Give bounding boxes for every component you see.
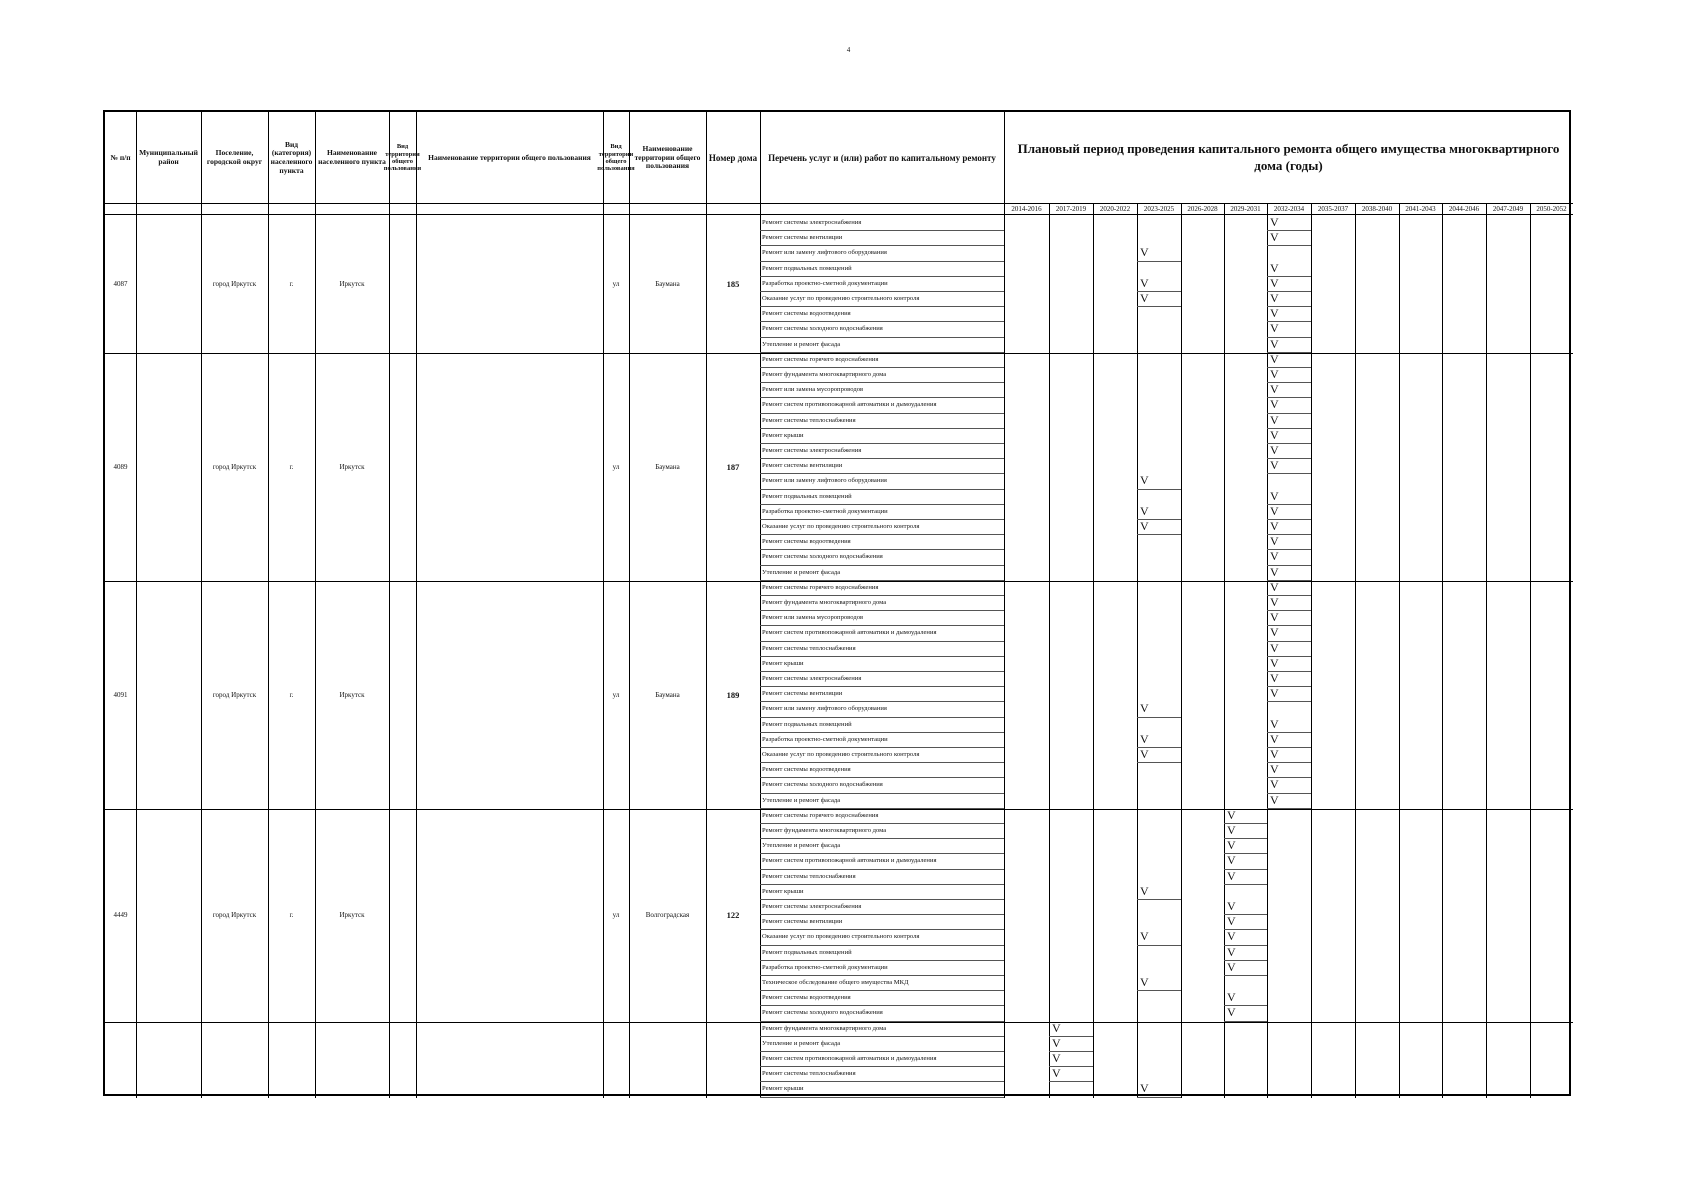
work-item: Утепление и ремонт фасада (762, 796, 841, 804)
period-mark: V (1140, 975, 1149, 989)
period-2020-2022: 2020-2022 (1099, 205, 1131, 213)
grid-line (1049, 204, 1050, 1098)
grid-line (1267, 245, 1311, 246)
header-settlement: Поселение, городской округ (206, 148, 263, 166)
block-territory-type (389, 809, 416, 1022)
period-mark: V (1270, 777, 1279, 792)
period-2017-2019: 2017-2019 (1055, 205, 1087, 213)
block-locality-name: Иркутск (339, 690, 365, 699)
work-item: Ремонт систем противопожарной автоматики и дымоудаления (762, 629, 937, 637)
period-mark: V (1227, 823, 1236, 837)
block-house-number (706, 1022, 760, 1098)
grid-line (1137, 762, 1181, 763)
block-territory-name (416, 353, 603, 581)
block-territory-name (416, 1022, 603, 1098)
grid-line (1137, 261, 1181, 262)
period-mark: V (1270, 686, 1279, 701)
period-mark: V (1270, 519, 1279, 533)
period-mark: V (1140, 519, 1149, 533)
period-mark: V (1270, 397, 1279, 412)
work-item: Ремонт системы вентиляции (762, 918, 843, 926)
grid-line (1181, 204, 1182, 1098)
work-item: Ремонт системы вентиляции (762, 234, 843, 242)
block-district (136, 581, 201, 809)
capital-repair-table (103, 110, 1571, 1096)
work-item: Ремонт или замену лифтового оборудования (762, 249, 887, 257)
grid-line (1224, 975, 1267, 976)
work-item: Ремонт системы водоотведения (762, 994, 851, 1002)
block-territory-name (416, 216, 603, 353)
block-district (136, 353, 201, 581)
header-territory-type: Вид территории общего пользования (383, 143, 422, 173)
period-mark: V (1270, 260, 1279, 275)
period-mark: V (1140, 883, 1149, 898)
block-locality-type: г. (289, 690, 294, 699)
work-item: Техническое обследование общего имущества МКД (762, 979, 909, 986)
grid-line (1137, 1097, 1181, 1098)
header-locality-name: Наименование населенного пункта (318, 148, 386, 166)
block-street-name (629, 1022, 706, 1098)
work-item: Ремонт фундамента многоквартирного дома (762, 827, 887, 834)
work-item: Ремонт системы водоотведения (762, 538, 851, 546)
work-item: Разработка проектно-сметной документации (762, 507, 888, 515)
period-mark: V (1270, 336, 1279, 351)
grid-line (1267, 473, 1311, 474)
period-mark: V (1270, 412, 1279, 427)
period-2050-2052: 2050-2052 (1536, 205, 1567, 213)
work-item: Ремонт крыши (762, 431, 804, 439)
work-item: Ремонт систем противопожарной автоматики и дымоудаления (762, 857, 937, 865)
period-mark: V (1140, 291, 1149, 305)
grid-line (1137, 534, 1181, 535)
period-mark: V (1227, 853, 1236, 868)
work-item: Ремонт системы холодного водоснабжения (762, 781, 883, 789)
block-territory-name (416, 809, 603, 1022)
period-2026-2028: 2026-2028 (1187, 205, 1218, 213)
work-item: Ремонт системы водоотведения (762, 766, 851, 774)
header-territory-name: Наименование территории общего пользования (428, 152, 591, 162)
grid-line (1224, 884, 1267, 885)
block-district (136, 1022, 201, 1098)
block-number: 4087 (113, 280, 128, 289)
block-street-name: Баумана (655, 462, 680, 471)
work-item: Ремонт подвальных помещений (762, 492, 852, 500)
grid-line (1137, 945, 1181, 946)
block-settlement: город Иркутск (212, 280, 257, 289)
block-territory-type (389, 216, 416, 353)
period-mark: V (1270, 671, 1279, 685)
header-num: № п/п (110, 152, 131, 162)
period-mark: V (1140, 1081, 1149, 1096)
header-locality-type: Вид (категория) населенного пункта (270, 139, 313, 175)
work-item: Оказание услуг по проведению строительного контроля (762, 751, 920, 758)
work-item: Ремонт системы вентиляции (762, 690, 843, 698)
period-2035-2037: 2035-2037 (1317, 205, 1349, 213)
work-item: Ремонт системы холодного водоснабжения (762, 1009, 883, 1017)
period-mark: V (1140, 701, 1149, 716)
work-item: Ремонт системы холодного водоснабжения (762, 553, 883, 561)
period-mark: V (1270, 215, 1279, 229)
grid-line (1267, 701, 1311, 702)
grid-line (1137, 204, 1138, 1098)
block-district (136, 216, 201, 353)
period-mark: V (1270, 458, 1279, 473)
work-item: Ремонт системы вентиляции (762, 462, 843, 470)
work-item: Ремонт или замена мусоропроводов (762, 614, 864, 622)
work-item: Ремонт подвальных помещений (762, 720, 852, 728)
block-number: 4449 (113, 911, 128, 920)
block-locality-name: Иркутск (339, 462, 365, 471)
work-item: Ремонт подвальных помещений (762, 264, 852, 272)
block-locality-type (268, 1022, 315, 1098)
block-street-type: ул (612, 280, 620, 289)
block-street-type: ул (612, 690, 620, 699)
page-number: 4 (846, 46, 851, 54)
work-item: Ремонт или замену лифтового оборудования (762, 477, 887, 485)
block-settlement: город Иркутск (212, 462, 257, 471)
work-item: Ремонт фундамента многоквартирного дома (762, 599, 887, 606)
block-street-type: ул (612, 462, 620, 471)
grid-line (1442, 204, 1443, 1098)
period-mark: V (1052, 1020, 1061, 1035)
block-locality-name: Иркутск (339, 280, 365, 289)
block-locality-type: г. (289, 462, 294, 471)
block-house-number: 189 (726, 689, 740, 700)
block-street-type: ул (612, 911, 620, 920)
block-locality-name (315, 1022, 389, 1098)
block-territory-type (389, 581, 416, 809)
work-item: Ремонт системы электроснабжения (762, 447, 862, 454)
grid-line (1137, 489, 1181, 490)
period-mark: V (1270, 731, 1279, 746)
period-mark: V (1270, 351, 1279, 366)
block-settlement: город Иркутск (212, 911, 257, 920)
period-mark: V (1270, 564, 1279, 579)
block-street-name: Волгоградская (645, 911, 690, 920)
work-item: Оказание услуг по проведению строительного контроля (762, 933, 920, 941)
period-mark: V (1227, 990, 1236, 1005)
header-street-name: Наименование территории общего пользования (634, 144, 701, 171)
period-mark: V (1140, 747, 1149, 761)
work-item: Ремонт системы горячего водоснабжения (762, 583, 879, 591)
period-mark: V (1270, 610, 1279, 625)
period-mark: V (1270, 595, 1279, 609)
period-2044-2046: 2044-2046 (1448, 205, 1480, 213)
period-mark: V (1270, 443, 1279, 457)
work-item: Разработка проектно-сметной документации (762, 963, 888, 971)
header-plan-period: Плановый период проведения капитального ремонта общего имущества многоквартирного дома (годы) (1017, 141, 1560, 173)
block-district (136, 809, 201, 1022)
block-settlement: город Иркутск (212, 690, 257, 699)
period-2029-2031: 2029-2031 (1230, 205, 1261, 213)
work-item: Ремонт системы теплоснабжения (762, 872, 856, 880)
period-mark: V (1270, 306, 1279, 321)
period-mark: V (1227, 868, 1236, 883)
grid-line (105, 214, 1573, 215)
block-house-number: 122 (726, 910, 740, 921)
period-mark: V (1270, 716, 1279, 731)
period-mark: V (1140, 929, 1149, 944)
period-mark: V (1227, 838, 1236, 853)
work-item: Утепление и ремонт фасада (762, 340, 841, 348)
period-2047-2049: 2047-2049 (1492, 205, 1524, 213)
period-mark: V (1052, 1051, 1061, 1065)
grid-line (1004, 112, 1005, 1098)
work-item: Ремонт крыши (762, 659, 804, 667)
work-item: Утепление и ремонт фасада (762, 568, 841, 576)
work-item: Ремонт системы теплоснабжения (762, 1070, 856, 1078)
period-mark: V (1140, 245, 1149, 260)
period-mark: V (1270, 503, 1279, 518)
period-mark: V (1270, 488, 1279, 503)
period-mark: V (1052, 1066, 1061, 1081)
period-2014-2016: 2014-2016 (1011, 205, 1042, 213)
block-locality-type: г. (289, 280, 294, 289)
work-item: Ремонт или замена мусоропроводов (762, 386, 864, 394)
period-mark: V (1270, 792, 1279, 807)
work-item: Ремонт системы электроснабжения (762, 219, 862, 226)
header-district: Муниципальный район (139, 148, 198, 166)
grid-line (1399, 204, 1400, 1098)
period-mark: V (1140, 731, 1149, 746)
work-item: Ремонт фундамента многоквартирного дома (762, 371, 887, 378)
period-mark: V (1052, 1035, 1061, 1050)
period-2041-2043: 2041-2043 (1405, 205, 1436, 213)
period-mark: V (1227, 959, 1236, 974)
period-mark: V (1270, 549, 1279, 564)
period-mark: V (1270, 579, 1279, 594)
block-locality-name: Иркутск (339, 911, 365, 920)
period-mark: V (1270, 382, 1279, 397)
block-number: 4089 (113, 462, 128, 471)
period-mark: V (1227, 807, 1236, 822)
period-mark: V (1270, 655, 1279, 670)
period-mark: V (1140, 275, 1149, 290)
work-item: Ремонт или замену лифтового оборудования (762, 705, 887, 713)
period-mark: V (1270, 275, 1279, 290)
block-street-name: Баумана (655, 280, 680, 289)
grid-line (1049, 1081, 1093, 1082)
work-item: Ремонт фундамента многоквартирного дома (762, 1024, 887, 1032)
work-item: Ремонт системы электроснабжения (762, 903, 862, 910)
grid-line (1137, 717, 1181, 718)
period-mark: V (1227, 1005, 1236, 1020)
work-item: Разработка проектно-сметной документации (762, 735, 888, 743)
block-settlement (201, 1022, 268, 1098)
block-territory-name (416, 581, 603, 809)
period-mark: V (1227, 899, 1236, 913)
work-item: Ремонт крыши (762, 1085, 804, 1093)
period-mark: V (1140, 473, 1149, 488)
period-mark: V (1270, 427, 1279, 442)
grid-line (1137, 306, 1181, 307)
period-mark: V (1270, 291, 1279, 305)
grid-line (1093, 204, 1094, 1098)
work-item: Ремонт системы электроснабжения (762, 675, 862, 682)
block-number: 4091 (113, 690, 128, 699)
work-item: Ремонт систем противопожарной автоматики и дымоудаления (762, 401, 937, 409)
period-mark: V (1227, 929, 1236, 944)
header-works-list: Перечень услуг и (или) работ по капитальному ремонту (768, 152, 996, 163)
period-mark: V (1270, 640, 1279, 655)
header-street-type: Вид территории общего пользования (597, 143, 635, 173)
work-item: Ремонт системы горячего водоснабжения (762, 355, 879, 363)
block-street-name: Баумана (655, 690, 680, 699)
grid-line (105, 203, 1573, 204)
block-street-type (603, 1022, 629, 1098)
period-mark: V (1270, 534, 1279, 549)
block-number (105, 1022, 136, 1098)
work-item: Ремонт системы теплоснабжения (762, 644, 856, 652)
work-item: Разработка проектно-сметной документации (762, 279, 888, 287)
period-mark: V (1270, 625, 1279, 640)
period-mark: V (1270, 762, 1279, 777)
period-mark: V (1227, 914, 1236, 929)
grid-line (1311, 204, 1312, 1098)
grid-line (1137, 899, 1181, 900)
work-item: Оказание услуг по проведению строительного контроля (762, 295, 920, 302)
work-item: Ремонт системы водоотведения (762, 310, 851, 318)
grid-line (1530, 204, 1531, 1098)
grid-line (1137, 990, 1181, 991)
work-item: Ремонт системы теплоснабжения (762, 416, 856, 424)
period-mark: V (1270, 230, 1279, 245)
period-mark: V (1270, 321, 1279, 336)
period-2032-2034: 2032-2034 (1273, 205, 1305, 213)
block-territory-type (389, 353, 416, 581)
period-mark: V (1270, 367, 1279, 381)
period-2023-2025: 2023-2025 (1143, 205, 1175, 213)
work-item: Ремонт подвальных помещений (762, 948, 852, 956)
work-item: Ремонт крыши (762, 887, 804, 895)
work-item: Утепление и ремонт фасада (762, 842, 841, 850)
grid-line (1486, 204, 1487, 1098)
grid-line (1355, 204, 1356, 1098)
block-territory-type (389, 1022, 416, 1098)
period-mark: V (1227, 944, 1236, 959)
header-house-number: Номер дома (708, 152, 758, 163)
work-item: Ремонт системы горячего водоснабжения (762, 811, 879, 819)
work-item: Ремонт системы холодного водоснабжения (762, 325, 883, 333)
block-locality-type: г. (289, 911, 294, 920)
work-item: Оказание услуг по проведению строительного контроля (762, 523, 920, 530)
work-item: Утепление и ремонт фасада (762, 1039, 841, 1047)
block-house-number: 185 (726, 279, 740, 290)
period-2038-2040: 2038-2040 (1361, 205, 1393, 213)
period-mark: V (1270, 747, 1279, 761)
work-item: Ремонт систем противопожарной автоматики и дымоудаления (762, 1055, 937, 1062)
period-mark: V (1140, 503, 1149, 518)
grid-line (760, 1097, 1004, 1098)
block-house-number: 187 (726, 461, 740, 472)
